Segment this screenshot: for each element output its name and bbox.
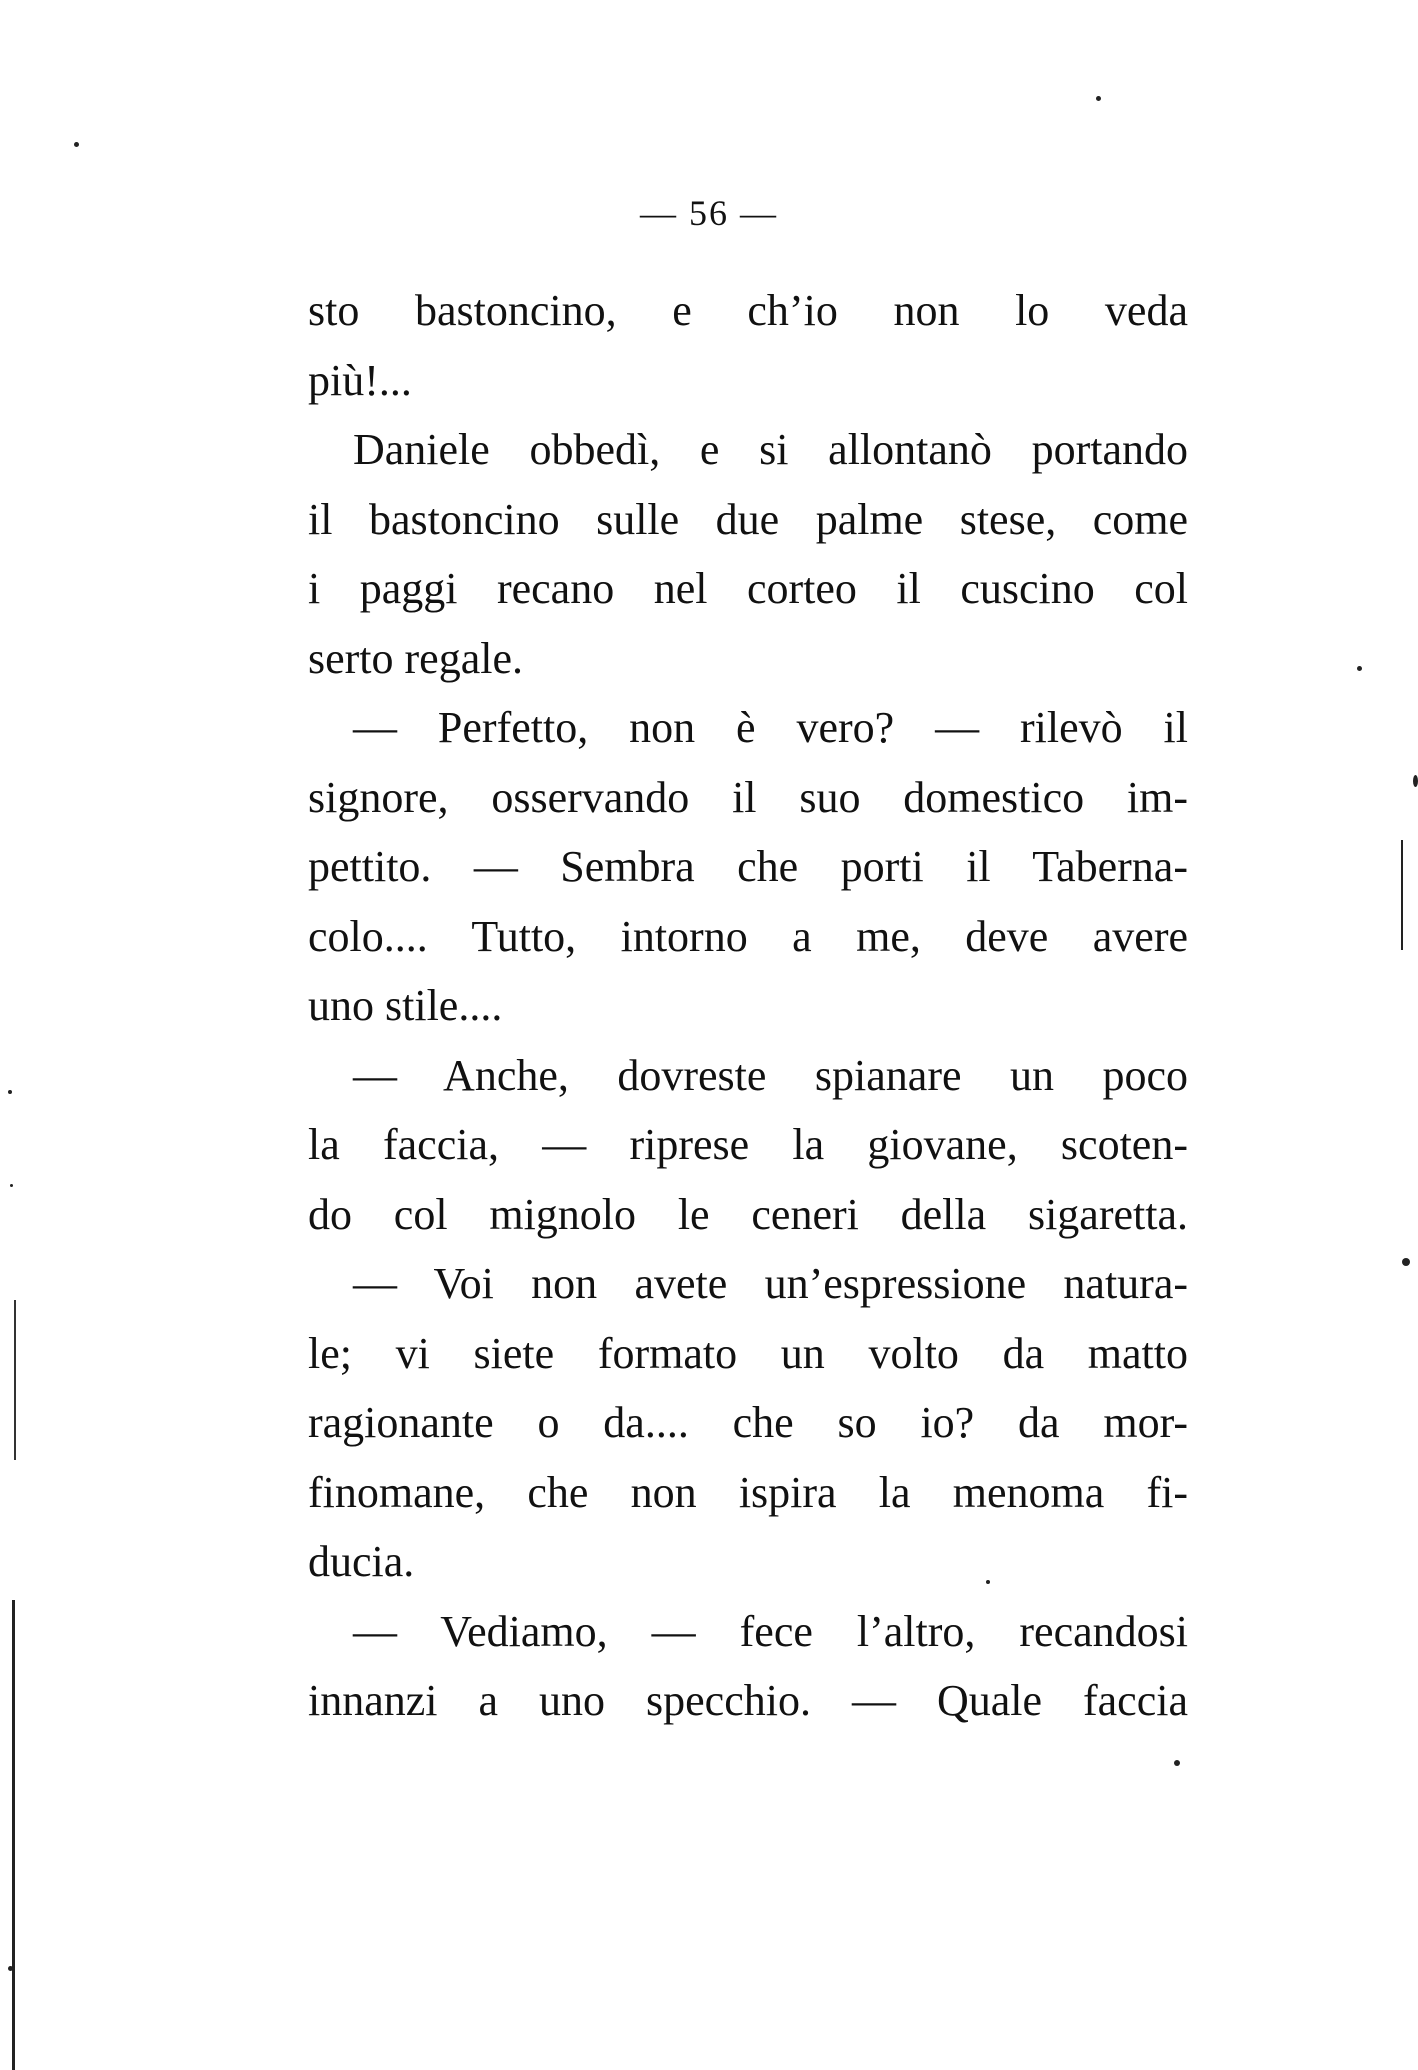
text-line: Daniele obbedì, e si allontanò portando bbox=[353, 425, 1188, 474]
text-line: sto bastoncino, e ch’io non lo veda bbox=[308, 286, 1188, 335]
text-line: innanzi a uno specchio. — Quale faccia bbox=[308, 1676, 1188, 1725]
text-line: ducia. bbox=[308, 1537, 415, 1586]
text-line: — Anche, dovreste spianare un poco bbox=[353, 1050, 1188, 1100]
text-line: — Perfetto, non è vero? — rilevò il bbox=[353, 703, 1188, 752]
scan-edge-line bbox=[14, 1300, 16, 1460]
text-line: — Vediamo, — fece l’altro, recandosi bbox=[353, 1606, 1188, 1656]
text-line: più!... bbox=[308, 355, 412, 405]
text-line: finomane, che non ispira la menoma fi- bbox=[308, 1467, 1188, 1517]
scan-speck bbox=[1096, 96, 1101, 101]
text-line: colo.... Tutto, intorno a me, deve avere bbox=[308, 911, 1188, 961]
scan-speck bbox=[8, 1966, 13, 1971]
scan-speck bbox=[1402, 1258, 1410, 1266]
text-line: il bastoncino sulle due palme stese, come bbox=[308, 494, 1188, 544]
text-line: do col mignolo le ceneri della sigaretta. bbox=[308, 1189, 1188, 1239]
scan-edge-line bbox=[12, 1600, 15, 2070]
scan-speck bbox=[986, 1580, 990, 1584]
text-line: la faccia, — riprese la giovane, scoten- bbox=[308, 1120, 1188, 1169]
page-number: — 56 — bbox=[640, 193, 778, 233]
text-line: serto regale. bbox=[308, 633, 523, 683]
scan-speck bbox=[8, 1090, 12, 1094]
text-line: pettito. — Sembra che porti il Taberna- bbox=[308, 842, 1188, 891]
text-line: signore, osservando il suo domestico im- bbox=[308, 772, 1188, 822]
text-line: uno stile.... bbox=[308, 981, 503, 1030]
scan-speck bbox=[1413, 775, 1418, 787]
text-line: i paggi recano nel corteo il cuscino col bbox=[308, 564, 1188, 613]
scan-speck bbox=[1174, 1760, 1180, 1766]
text-line: ragionante o da.... che so io? da mor- bbox=[308, 1398, 1188, 1447]
scan-speck bbox=[1357, 666, 1362, 671]
scan-speck bbox=[74, 142, 79, 147]
scan-speck bbox=[10, 1184, 13, 1187]
body-text bbox=[308, 276, 1188, 1736]
text-line: — Voi non avete un’espressione natura- bbox=[353, 1259, 1188, 1308]
scan-edge-line bbox=[1401, 840, 1403, 950]
text-line: le; vi siete formato un volto da matto bbox=[308, 1328, 1188, 1378]
